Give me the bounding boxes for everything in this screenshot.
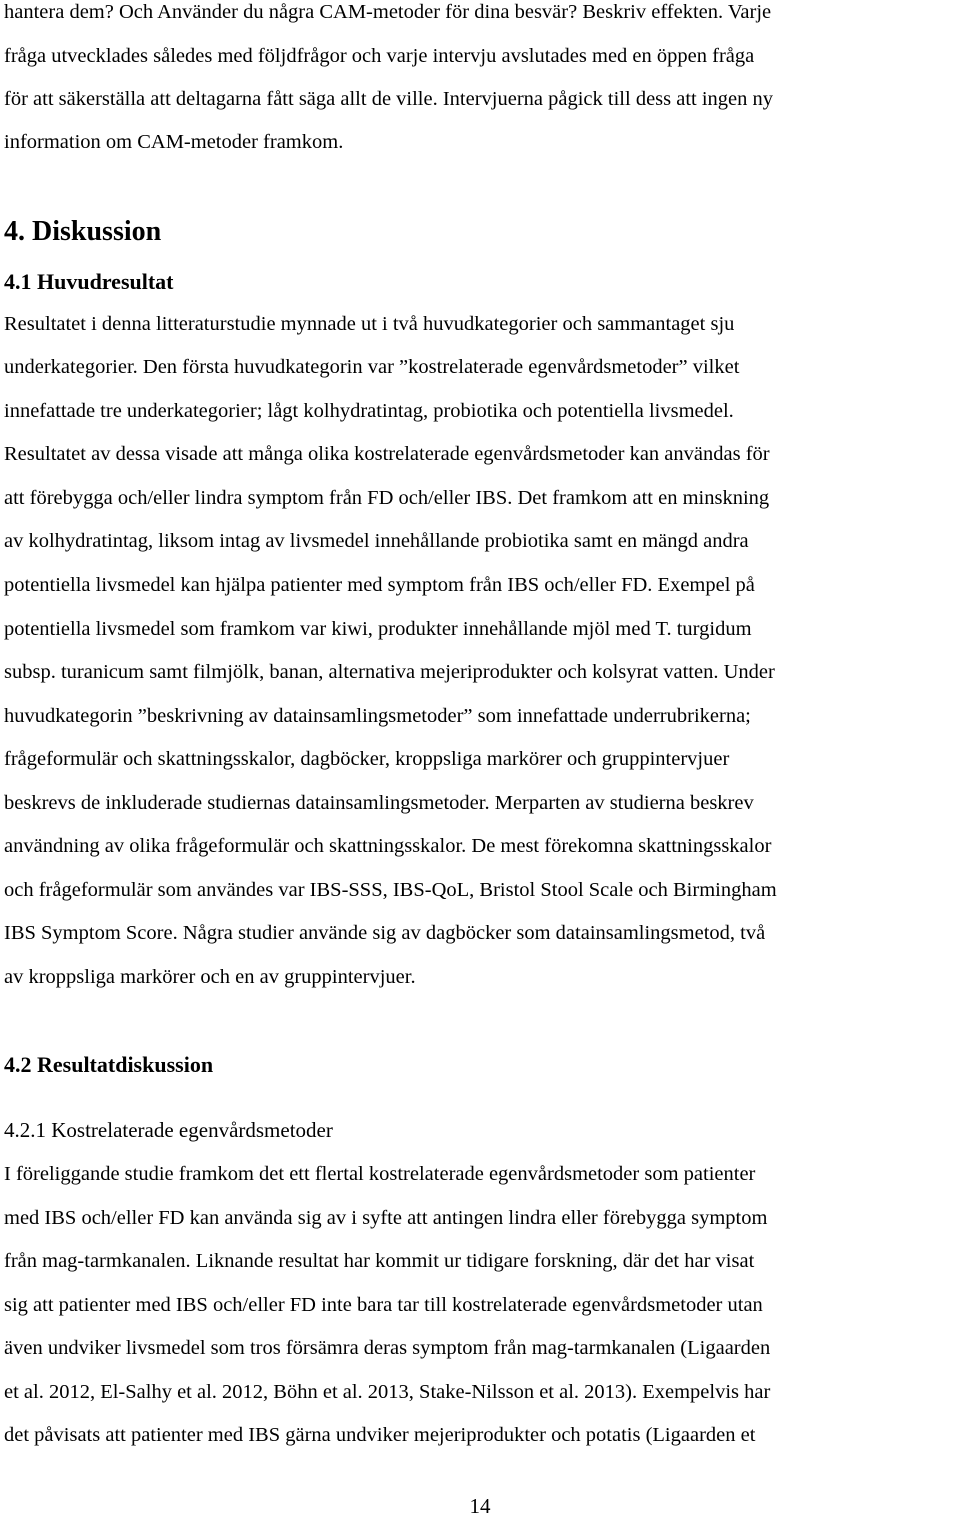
text-line: det påvisats att patienter med IBS gärna undviker mejeriprodukter och potatis (Ligaarden et xyxy=(4,1424,756,1446)
text-line: användning av olika frågeformulär och skattningsskalor. De mest förekomna skattningsskalor xyxy=(4,835,772,857)
text-line: frågeformulär och skattningsskalor, dagböcker, kroppsliga markörer och gruppintervjuer xyxy=(4,748,730,770)
text-line: potentiella livsmedel kan hjälpa patienter med symptom från IBS och/eller FD. Exempel på xyxy=(4,574,755,596)
text-line: att förebygga och/eller lindra symptom från FD och/eller IBS. Det framkom att en minskning xyxy=(4,487,770,509)
page-number: 14 xyxy=(469,1494,491,1518)
text-line: fråga utvecklades således med följdfrågor och varje intervju avslutades med en öppen fråga xyxy=(4,45,755,67)
text-line: underkategorier. Den första huvudkategorin var ”kostrelaterade egenvårdsmetoder” vilket xyxy=(4,356,740,378)
text-line: Resultatet av dessa visade att många olika kostrelaterade egenvårdsmetoder kan användas för xyxy=(4,443,770,465)
text-line: Resultatet i denna litteraturstudie mynnade ut i två huvudkategorier och sammantaget sju xyxy=(4,313,735,335)
text-line: även undviker livsmedel som tros försämra deras symptom från mag-tarmkanalen (Ligaarden xyxy=(4,1337,771,1359)
text-line: med IBS och/eller FD kan använda sig av i syfte att antingen lindra eller förebygga symptom xyxy=(4,1207,768,1229)
text-line: et al. 2012, El-Salhy et al. 2012, Böhn et al. 2013, Stake-Nilsson et al. 2013). Exempelvis har xyxy=(4,1381,771,1403)
text-line: hantera dem? Och Använder du några CAM-metoder för dina besvär? Beskriv effekten. Varje xyxy=(4,1,772,23)
text-line: potentiella livsmedel som framkom var kiwi, produkter innehållande mjöl med T. turgidum xyxy=(4,618,752,640)
text-line: innefattade tre underkategorier; lågt kolhydratintag, probiotika och potentiella livsmedel. xyxy=(4,400,734,422)
text-line: för att säkerställa att deltagarna fått säga allt de ville. Intervjuerna pågick till dess att ingen ny xyxy=(4,88,774,110)
text-line: och frågeformulär som användes var IBS-SSS, IBS-QoL, Bristol Stool Scale och Birmingham xyxy=(4,879,777,901)
text-line: information om CAM-metoder framkom. xyxy=(4,131,344,153)
text-line: subsp. turanicum samt filmjölk, banan, alternativa mejeriprodukter och kolsyrat vatten. Under xyxy=(4,661,775,683)
subsection-heading-resultatdiskussion: 4.2 Resultatdiskussion xyxy=(4,1052,214,1077)
section-heading-diskussion: 4. Diskussion xyxy=(4,216,162,247)
text-line: av kolhydratintag, liksom intag av livsmedel innehållande probiotika samt en mängd andra xyxy=(4,530,749,552)
text-line: av kroppsliga markörer och en av gruppintervjuer. xyxy=(4,966,416,988)
text-line: huvudkategorin ”beskrivning av datainsamlingsmetoder” som innefattade underrubrikerna; xyxy=(4,705,751,727)
text-line: I föreliggande studie framkom det ett flertal kostrelaterade egenvårdsmetoder som patienter xyxy=(4,1163,756,1185)
text-line: beskrevs de inkluderade studiernas datainsamlingsmetoder. Merparten av studierna beskrev xyxy=(4,792,754,814)
text-line: sig att patienter med IBS och/eller FD inte bara tar till kostrelaterade egenvårdsmetoder utan xyxy=(4,1294,763,1316)
subsubsection-heading-kostrelaterade: 4.2.1 Kostrelaterade egenvårdsmetoder xyxy=(4,1118,333,1142)
text-line: från mag-tarmkanalen. Liknande resultat har kommit ur tidigare forskning, där det har visat xyxy=(4,1250,755,1272)
subsection-heading-huvudresultat: 4.1 Huvudresultat xyxy=(4,269,174,294)
text-line: IBS Symptom Score. Några studier använde sig av dagböcker som datainsamlingsmetod, två xyxy=(4,922,766,944)
